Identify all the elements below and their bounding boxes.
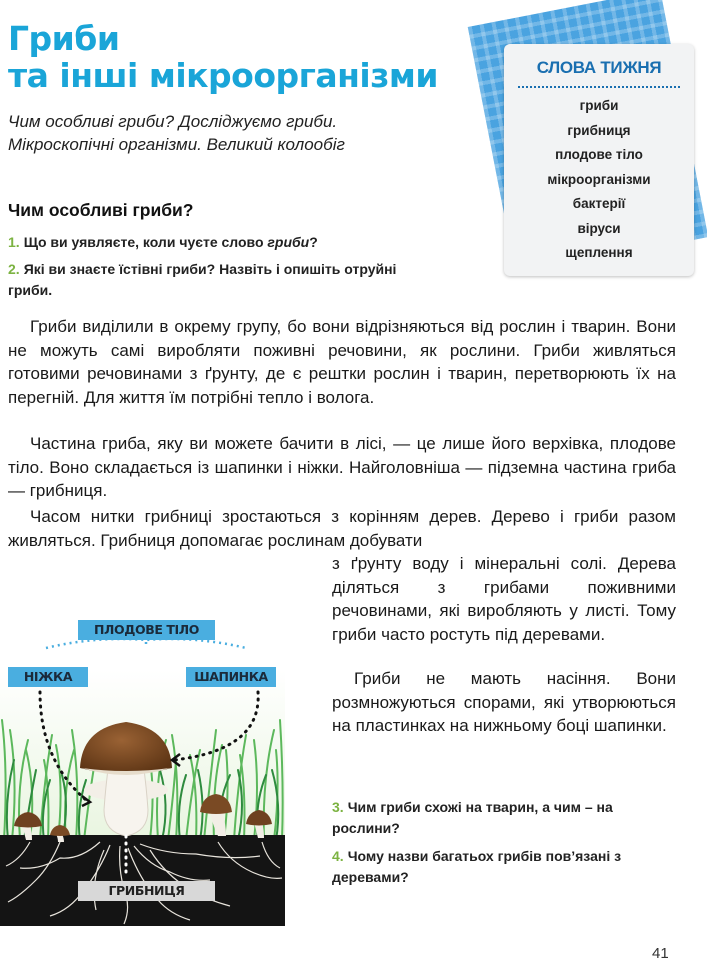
- word-item: мікроорганізми: [547, 171, 651, 187]
- paragraph-4: Гриби не мають насіння. Вони розмножуються спорами, які утворюються на пластинках на нижньому боці шапинки.: [332, 669, 676, 735]
- question-number: 1.: [8, 234, 20, 250]
- question-number: 4.: [332, 848, 344, 864]
- subtitle-line-2: Мікроскопічні організми. Великий колообіг: [8, 135, 345, 154]
- label-cap: ШАПИНКА: [186, 667, 276, 687]
- question-end: ?: [309, 234, 318, 250]
- words-card: [504, 44, 694, 276]
- word-item: щеплення: [565, 245, 633, 260]
- page-title: [8, 20, 468, 94]
- paragraph-2: Частина гриба, яку ви можете бачити в лісі, — це лише його верхівка, плодове тіло. Воно складається із шапинки і ніжки. Найголовніша — підземна частина гриба — грибниця.: [8, 434, 676, 500]
- mushroom-illustration: [0, 610, 285, 926]
- dotted-divider: [518, 86, 680, 88]
- question-text: Чому назви багатьох грибів пов’язані з деревами?: [332, 848, 622, 885]
- word-item: бактерії: [572, 196, 626, 211]
- words-of-week-box: [484, 4, 700, 286]
- question-text: Чим гриби схожі на тварин, а чим – на рослини?: [332, 799, 613, 836]
- paragraph-3-continued: з ґрунту воду і мінеральні солі. Дерева діляться з грибами поживними речовинами, які виробляють у листі. Тому гриби часто ростуть під деревами.: [332, 554, 676, 644]
- subtitle-line-1: Чим особливі гриби? Досліджуємо гриби.: [8, 112, 338, 131]
- question-text: Що ви уявляєте, коли чуєте слово: [23, 234, 268, 250]
- page-number: 41: [652, 945, 669, 962]
- question-keyword: гриби: [267, 234, 310, 250]
- question-2: [8, 259, 438, 301]
- section-heading: Чим особливі гриби?: [8, 200, 194, 220]
- word-item: гриби: [579, 98, 619, 113]
- label-mycelium: ГРИБНИЦЯ: [78, 881, 215, 901]
- label-fruit-body: ПЛОДОВЕ ТІЛО: [78, 620, 215, 640]
- word-item: віруси: [577, 220, 621, 236]
- question-4: [332, 846, 682, 888]
- words-list: [504, 94, 694, 266]
- words-title: СЛОВА ТИЖНЯ: [536, 58, 662, 77]
- word-item: грибниця: [567, 122, 631, 138]
- title-line-1: Гриби: [8, 19, 120, 58]
- label-stem: НІЖКА: [8, 667, 88, 687]
- paragraph-1: Гриби виділили в окрему групу, бо вони відрізняються від рослин і тварин. Вони не можуть самі виробляти поживні речовини, як рослини. Гриби живляться готовими речовинами з ґрунту, де є рештки рослин і тварин, перетворюють їх на перегній. Для життя їм потрібні тепло і волога.: [8, 317, 676, 407]
- word-item: плодове тіло: [555, 147, 643, 162]
- title-line-2: та інші мікроорганізми: [8, 56, 439, 95]
- lesson-topics: [8, 110, 448, 156]
- question-1: [8, 232, 428, 253]
- paragraph-3-start: Часом нитки грибниці зростаються з корінням дерев. Дерево і гриби разом живляться. Грибниця допомагає рослинам добувати: [8, 507, 676, 550]
- question-number: 2.: [8, 261, 20, 277]
- question-text: Які ви знаєте їстівні гриби? Назвіть і опишіть отруйні гриби.: [8, 261, 397, 298]
- question-3: [332, 797, 682, 839]
- question-number: 3.: [332, 799, 344, 815]
- mushroom-picture: [0, 610, 285, 926]
